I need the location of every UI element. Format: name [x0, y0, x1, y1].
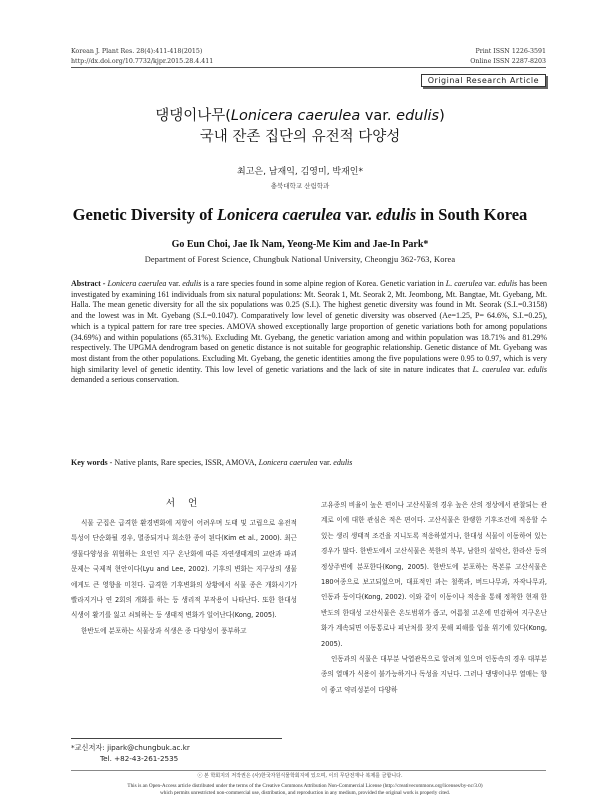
doi-link[interactable]: http://dx.doi.org/10.7732/kjpr.2015.28.4.411	[71, 57, 214, 65]
abstract-text: var.	[510, 364, 528, 374]
license-line: which permits unrestricted non-commercial use, distribution, and reproduction in any medium, provided the original work is properly cited.	[160, 790, 450, 796]
abstract-text: is a rare species found in some alpine region of Korea. Genetic variation in	[201, 279, 446, 288]
english-title-suffix: in South Korea	[416, 205, 528, 224]
korean-title-suffix: )	[439, 108, 445, 124]
license-line: This is an Open-Access article distributed under the terms of the Creative Commons Attribution Non-Commercial License (http://creativecommons.org/licenses/by-nc/3.0)	[127, 783, 483, 789]
left-column	[71, 516, 297, 639]
abstract-species: L. caerulea	[445, 279, 483, 288]
online-issn: Online ISSN 2287-8203	[470, 57, 546, 65]
english-authors: Go Eun Choi, Jae Ik Nam, Yeong-Me Kim and Jae-In Park*	[171, 239, 429, 250]
intro-paragraph: 한반도에 분포하는 식물상과 식생은 종 다양성이 풍부하고	[81, 626, 247, 635]
keywords-variety: edulis	[333, 458, 353, 467]
korean-title-line1	[0, 106, 600, 127]
article-type-badge: Original Research Article	[421, 74, 546, 87]
english-title-prefix: Genetic Diversity of	[72, 205, 217, 224]
abstract-variety: edulis	[527, 364, 547, 374]
korean-title	[0, 106, 600, 148]
abstract-species: Lonicera caerulea	[107, 279, 167, 288]
abstract-text: var.	[482, 279, 499, 288]
korean-title-var: var.	[360, 108, 397, 124]
introduction-heading: 서 언	[165, 498, 203, 509]
keywords-species: Lonicera caerulea	[258, 458, 318, 467]
abstract	[71, 279, 547, 386]
footer-divider	[71, 770, 546, 771]
keywords-text: - Native plants, Rare species, ISSR, AMOVA,	[107, 458, 259, 467]
abstract-text: demanded a serious conservation.	[71, 375, 179, 385]
intro-paragraph: 인동과의 식물은 대부분 낙엽관목으로 알려져 있으며 인동속의 경우 대부분 종의 열매가 식용이 불가능하거나 독성을 지닌다. 그러나 댕댕이나무 열매는 향이 좋고 약리성분이 다양하	[321, 655, 547, 694]
issn-block	[470, 47, 546, 66]
abstract-variety: edulis	[182, 279, 202, 288]
correspondence-divider	[71, 738, 282, 739]
abstract-text: var.	[166, 279, 183, 288]
intro-paragraph: 고유종의 비율이 높은 편이나 고산식물의 경우 높은 산의 정상에서 관찰되는 관계로 이에 대한 관심은 적은 편이다. 고산식물은 한랭한 기후조건에 적응할 수 있는 생리 생태적 조건을 지니도록 적응하였거나, 한대성 식물이 이동하여 있는 경우가 많다. 한반도에서 고산식물은 북한의 북부, 남한의 설악산, 한라산 등의 정상주변에 분포한다(Kong, 2005). 한반도에 분포하는 목본류 고산식물은 180여종으로 보고되었으며, 대표적인 과는 철쭉과, 버드나무과, 자작나무과, 인동과 등이다(Kong, 2002). 이와 같이 이동이나 적응을 통해 정착한 현재 한반도의 한대성 고산식물은 온도범위가 좁고, 여름철 고온에 민감하여 지구온난화가 계속되면 이동통로나 피난처를 찾지 못해 피해를 입을 위기에 있다(Kong, 2005).	[321, 501, 547, 648]
korean-title-prefix: 댕댕이나무(	[155, 108, 231, 124]
journal-reference: Korean J. Plant Res. 28(4):411-418(2015)	[71, 48, 203, 55]
license-notice	[60, 783, 550, 797]
korean-title-line2: 국내 잔존 집단의 유전적 다양성	[199, 129, 401, 145]
keywords-var: var.	[317, 458, 334, 467]
korean-authors: 최고은, 남재익, 김영미, 박재인*	[237, 167, 363, 177]
correspondence-block	[71, 742, 190, 764]
intro-paragraph: 식물 군집은 급격한 환경변화에 저항이 어려우며 도태 및 고립으로 유전적 특성이 단순화될 경우, 멸종되거나 희소한 종이 된다(Kim et al., 2000). 최근 생물다양성을 위협하는 요인인 지구 온난화에 따른 자연생태계의 교란과 파괴문제는 국제적 현안이다(Lyu and Lee, 2002). 기후의 변화는 지구상의 생물에게도 큰 영향을 미친다. 급격한 기후변화의 상황에서 식물 종은 개화시기가 빨라지거나 연 2회의 개화를 하는 등 생리적 부작용이 나타난다. 또한 한대성 식생이 활기를 잃고 쇠퇴하는 등 생태적 변화가 일어난다(Kong, 2005).	[71, 519, 297, 620]
english-title-variety: edulis	[375, 205, 417, 224]
abstract-species: L. caerulea	[472, 364, 511, 374]
english-title-var: var.	[341, 205, 376, 224]
right-column	[321, 498, 547, 698]
correspondence-email[interactable]: *교신저자: jipark@chungbuk.ac.kr	[71, 743, 190, 752]
korean-affiliation: 충북대학교 산림학과	[270, 182, 330, 190]
journal-citation	[71, 47, 213, 66]
english-title	[0, 205, 600, 225]
abstract-label: Abstract -	[71, 279, 108, 288]
english-title-species: Lonicera caerulea	[217, 205, 342, 224]
korean-title-variety: edulis	[396, 108, 440, 124]
correspondence-tel: Tel. +82-43-261-2535	[100, 754, 179, 763]
korean-title-species: Lonicera caerulea	[230, 108, 361, 124]
abstract-variety: edulis	[498, 279, 518, 288]
keywords-label: Key words	[71, 458, 108, 467]
print-issn: Print ISSN 1226-3591	[475, 48, 546, 55]
english-affiliation: Department of Forest Science, Chungbuk National University, Cheongju 362-763, Korea	[144, 255, 456, 264]
abstract-text: has been investigated by examining 161 individuals from six natural populations: Mt. Seorak 1, Mt. Seorak 2, Mt. Jeombong, Mt. Bangtae, Mt. Gyebang, Mt. Halla. The mean genetic diversity for all the six populations was 0.25 (S.I.). The highest genetic diversity was found in Mt. Seorak (S.I.=0.3158) and the lowest was in Mt. Gyebang (S.I.=0.1047). Comparatively low level of genetic diversity was observed (Ae=1.25, P= 64.6%, S.I.=0.25), which is a typical pattern for rare tree species. AMOVA showed exceptionally large proportion of genetic variations both for among populations (34.69%) and within populations (65.31%). Excluding Mt. Gyebang, the genetic variation among and within population was 18.71% and 81.29% respectively. The UPGMA dendrogram based on genetic distance is not suitable for geographic relationship. Genetic distance of Mt. Gyebang was most distant from the other populations. Excluding Mt. Gyebang, the genetic identities among the five populations were 0.95 to 0.97, which is very high similarity level of genetic identity. This low level of genetic variations and the lack of site in nature indicates that	[71, 279, 547, 374]
keywords	[71, 457, 547, 468]
header-divider	[71, 67, 546, 68]
copyright-notice: ⓒ 본 학회지의 저작권은 (사)한국자원식물학회지에 있으며, 이의 무단전재나 복제를 금합니다.	[197, 773, 403, 779]
